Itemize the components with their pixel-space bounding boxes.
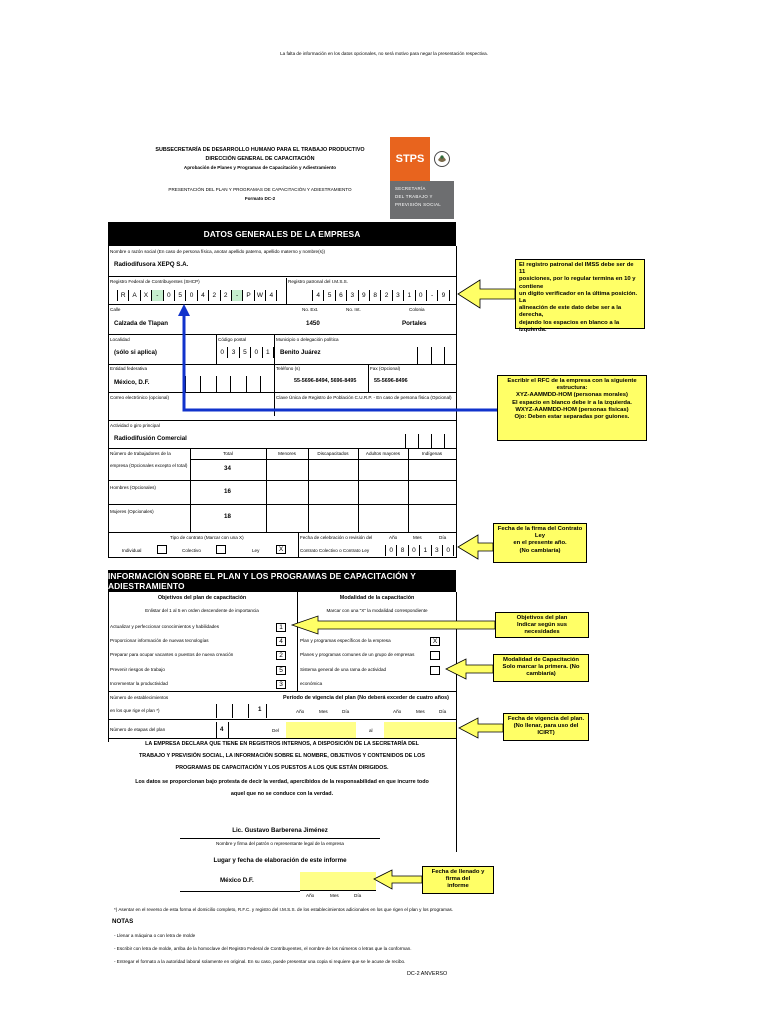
modalidad-label: económica — [300, 681, 323, 686]
stps-logo-text: STPS — [395, 153, 425, 165]
top-note: La falta de información en los datos opcionales, no será motivo para negar la presentación respectiva. — [280, 51, 488, 56]
nombre-value: Radiodifusora XEPQ S.A. — [114, 261, 189, 268]
fecha-llenado-cells[interactable] — [300, 872, 376, 891]
rfc-cell[interactable]: 4 — [198, 290, 209, 301]
col-discapacitados: Discapacitados — [317, 451, 349, 456]
etapas-value: 4 — [220, 726, 224, 733]
colectivo-label: Colectivo — [182, 548, 201, 553]
section2-title: INFORMACIÓN SOBRE EL PLAN Y LOS PROGRAMAS DE CAPACITACIÓN Y ADIESTRAMIENTO — [108, 570, 456, 592]
callout-objetivos: Objetivos del plan Indicar según sus necesidades — [495, 612, 589, 638]
imss-cell[interactable]: 0 — [416, 290, 427, 301]
hombres-label: Hombres (Opcionales) — [110, 485, 156, 490]
asterisco-note: *) Asentar en el reverso de esta forma el domicilio completo, R.F.C. y registro del I.M.S.S. de los establecimientos adicionales en los que rigen el plan y los programas. — [114, 907, 454, 912]
nota-3: - Entregar el formato a la autoridad laboral solamente en original. En su caso, puede presentar una copia si requiere que se le acuse de recibo. — [114, 959, 406, 964]
rfc-cell[interactable]: - — [232, 290, 243, 301]
ley-label: Ley — [252, 548, 260, 553]
imss-cell[interactable]: 3 — [393, 290, 404, 301]
stps-logo — [390, 137, 454, 219]
declaracion-5: aquel que no se conduce con la verdad. — [230, 791, 334, 797]
noext-label: No. Ext. — [302, 307, 319, 312]
notas-title: NOTAS — [112, 918, 134, 925]
mujeres-value: 18 — [224, 513, 231, 520]
periodo-dia1: Día — [342, 709, 350, 714]
etapas-label: Número de etapas del plan — [110, 727, 166, 732]
rfc-cell[interactable]: A — [129, 290, 140, 301]
imss-cell[interactable]: 4 — [313, 290, 324, 301]
fecha-contrato-label2: Contrato Colectivo o Contrato Ley — [300, 548, 370, 553]
col-total: Total — [223, 451, 233, 456]
trabajadores-label1: Número de trabajadores de la — [110, 451, 171, 456]
fecha-cell[interactable]: 3 — [432, 545, 443, 556]
objetivo-rank-input[interactable]: 4 — [276, 637, 286, 646]
imss-cell[interactable]: 5 — [324, 290, 335, 301]
form-id: DC-2 ANVERSO — [407, 971, 448, 977]
imss-cell[interactable]: 9 — [359, 290, 370, 301]
modalidad-label: Planes y programas comunes de un grupo de empresas — [300, 652, 415, 657]
header-line1: SUBSECRETARÍA DE DESARROLLO HUMANO PARA EL TRABAJO PRODUCTIVO — [155, 147, 365, 153]
objetivos-title: Objetivos del plan de capacitación — [157, 595, 247, 601]
imss-cell[interactable]: - — [427, 290, 438, 301]
nota-2: - Escribir con letra de molde, arriba de la homoclave del Registro Federal de Contribuyentes, el nombre de los números o letras que la conforman. — [114, 946, 412, 951]
declaracion-2: TRABAJO Y PREVISIÓN SOCIAL, LA INFORMACIÓN SOBRE EL NOMBRE, OBJETIVOS Y CONTENIDOS DE LOS — [139, 753, 425, 759]
cp-label: Código postal — [218, 337, 247, 342]
header-line2: DIRECCIÓN GENERAL DE CAPACITACIÓN — [205, 156, 315, 162]
fax-value: 55-5696-8496 — [374, 378, 408, 384]
modalidad-checkbox[interactable] — [430, 651, 440, 660]
fecha-cell[interactable]: 0 — [409, 545, 420, 556]
periodo-anio2: Año — [393, 709, 402, 714]
hombres-value: 16 — [224, 488, 231, 495]
llenado-dia: Día — [354, 893, 362, 898]
stps-sub3: PREVISIÓN SOCIAL — [395, 202, 442, 207]
lugar-label: Lugar y fecha de elaboración de este informe — [213, 857, 347, 864]
municipio-label: Municipio o delegación política — [276, 337, 339, 342]
imss-cell[interactable]: 8 — [370, 290, 381, 301]
callout-llenado: Fecha de llenado y firma del informe — [422, 866, 494, 894]
individual-checkbox[interactable] — [157, 545, 167, 554]
establecimientos-value: 1 — [258, 706, 262, 713]
cp-cell[interactable]: 3 — [228, 347, 239, 358]
rfc-cell[interactable]: 4 — [266, 290, 277, 301]
objetivo-rank-input[interactable]: 2 — [276, 651, 286, 660]
firmante-label: Nombre y firma del patrón o representante legal de la empresa — [216, 841, 344, 846]
callout-vigencia: Fecha de vigencia del plan. (No llenar, para uso del ICIRT) — [503, 713, 589, 741]
imss-label: Registro patronal del I.M.S.S. — [288, 279, 349, 284]
colonia-label: Colonia — [409, 307, 425, 312]
periodo-anio1: Año — [296, 709, 305, 714]
modalidad-checkbox[interactable] — [430, 666, 440, 675]
header-line4: PRESENTACIÓN DEL PLAN Y PROGRAMAS DE CAPACITACIÓN Y ADIESTRAMIENTO — [168, 187, 352, 192]
declaracion-3: PROGRAMAS DE CAPACITACIÓN Y LOS PUESTOS A LOS QUE ESTÁN DIRIGIDOS. — [175, 765, 389, 771]
col-indigenas: Indígenas — [421, 451, 443, 456]
rfc-cell[interactable]: P — [243, 290, 254, 301]
arrow-llenado-icon — [374, 870, 422, 889]
rfc-label: Registro Federal de Contribuyentes (SHCP) — [110, 279, 200, 284]
cp-cell[interactable]: 0 — [217, 347, 228, 358]
objetivo-label: Proporcionar información de nuevas tecnologías — [110, 638, 209, 643]
fecha-contrato-label1: Fecha de celebración o revisión del — [300, 535, 373, 540]
callout-imss: El registro patronal del IMSS debe ser de 11 posiciones, por lo regular termina en 10 y contiene un dígito verificador en la última posición. La alineación de este dato debe ser a la derecha, dejando los espacios en blanco a la izquierda. — [515, 259, 645, 329]
stps-sub2: DEL TRABAJO Y — [395, 194, 433, 199]
fecha-cell[interactable]: 1 — [420, 545, 431, 556]
noext-value: 1450 — [306, 320, 320, 327]
periodo-dia2: Día — [439, 709, 447, 714]
entidad-label: Entidad federativa — [110, 366, 148, 371]
arrow-modalidad-icon — [446, 659, 493, 679]
imss-cell[interactable]: 3 — [347, 290, 358, 301]
coat-of-arms-icon — [430, 137, 454, 181]
arrow-imss-icon — [458, 280, 515, 308]
cp-cell[interactable]: 0 — [251, 347, 262, 358]
arrow-objetivos-icon — [292, 616, 495, 634]
total-value: 34 — [224, 465, 231, 472]
modalidad-title: Modalidad de la capacitación — [339, 595, 415, 601]
nombre-label: Nombre o razón social (En caso de persona física, anotar apellido paterno, apellido materno y nombre(s)) — [110, 249, 325, 254]
cp-cell[interactable]: 1 — [263, 347, 274, 358]
calle-value: Calzada de Tlapan — [114, 320, 168, 327]
ley-checkbox[interactable]: X — [276, 545, 286, 554]
calle-label: Calle — [110, 307, 121, 312]
al-label: al — [369, 728, 373, 733]
arrow-contrato-icon — [458, 535, 493, 559]
vigencia-al-cells[interactable] — [384, 722, 456, 738]
colectivo-checkbox[interactable] — [216, 545, 226, 554]
fecha-cell[interactable]: 0 — [386, 545, 397, 556]
rfc-pointer-arrowhead-icon — [178, 304, 190, 316]
objetivo-rank-input[interactable]: 5 — [276, 666, 286, 675]
nota-1: - Llenar a máquina o con letra de molde — [114, 933, 196, 938]
rfc-cell[interactable]: 0 — [164, 290, 175, 301]
firmante-name: Lic. Gustavo Barberena Jiménez — [232, 827, 328, 834]
objetivo-rank-input[interactable]: 3 — [276, 680, 286, 689]
tipo-contrato-label: Tipo de contrato (Marcar con una X) — [170, 535, 244, 540]
objetivo-rank-input[interactable]: 1 — [276, 623, 286, 632]
section1-title: DATOS GENERALES DE LA EMPRESA — [108, 222, 456, 246]
llenado-mes: Mes — [330, 893, 339, 898]
arrow-vigencia-icon — [459, 718, 503, 738]
imss-cell[interactable]: 1 — [404, 290, 415, 301]
establecimientos-label1: Número de establecimientos — [110, 695, 169, 700]
rfc-cell[interactable]: 2 — [221, 290, 232, 301]
del-label: Del — [272, 728, 279, 733]
rfc-cell[interactable]: 0 — [186, 290, 197, 301]
objetivo-label: Prevenir riesgos de trabajo — [110, 667, 165, 672]
lugar-value: México D.F. — [220, 877, 254, 884]
modalidad-label: Plan y programas específicos de la empresa — [300, 638, 391, 643]
rfc-cell[interactable]: - — [152, 290, 163, 301]
imss-cell[interactable]: 6 — [336, 290, 347, 301]
mes-label: Mes — [413, 535, 422, 540]
fecha-cell[interactable]: 8 — [397, 545, 408, 556]
objetivo-label: Incrementar la productividad — [110, 681, 168, 686]
fecha-cell[interactable]: 0 — [443, 545, 454, 556]
dia-label: Día — [439, 535, 447, 540]
modalidad-label: Sistema general de una rama de actividad — [300, 667, 387, 672]
callout-contrato: Fecha de la firma del Contrato Ley en el presente año. (No cambiaría) — [493, 523, 587, 563]
stps-sub1: SECRETARÍA — [395, 186, 426, 191]
cp-cells — [216, 347, 274, 358]
trabajadores-label2: empresa (Opcionales excepto el total) — [110, 463, 188, 468]
objetivo-label: Preparar para ocupar vacantes o puestos de nueva creación — [110, 652, 234, 657]
telefono-value: 55-5696-8494, 5696-8495 — [294, 378, 357, 384]
periodo-mes1: Mes — [319, 709, 328, 714]
actividad-value: Radiodifusión Comercial — [114, 435, 187, 442]
vigencia-del-cells[interactable] — [286, 722, 356, 738]
rfc-cells — [117, 290, 277, 301]
imss-cell[interactable]: 9 — [438, 290, 449, 301]
anio-label: Año — [389, 535, 398, 540]
noint-label: No. Int. — [346, 307, 361, 312]
objetivos-sub: Enlistar del 1 al 5 en orden descendente de importancia — [145, 608, 259, 613]
curp-label: Clave Única de Registro de Población C.U.R.P. - En caso de persona física (Opcional) — [276, 395, 452, 400]
correo-label: Correo electrónico (opcional) — [110, 395, 169, 400]
municipio-value: Benito Juárez — [280, 349, 321, 356]
declaracion-1: LA EMPRESA DECLARA QUE TIENE EN REGISTROS INTERNOS, A DISPOSICIÓN DE LA SECRETARÍA DEL — [145, 741, 419, 747]
header-line5: Formato DC-2 — [244, 196, 276, 201]
cp-cell[interactable]: 5 — [240, 347, 251, 358]
localidad-value: (sólo si aplica) — [114, 349, 157, 356]
colonia-value: Portales — [402, 320, 427, 327]
imss-cells — [312, 290, 450, 301]
fecha-contrato-cells — [385, 545, 454, 556]
localidad-label: Localidad — [110, 337, 130, 342]
periodo-mes2: Mes — [416, 709, 425, 714]
callout-rfc: Escribir el RFC de la empresa con la siguiente estructura: XYZ-AAMMDD-HOM (personas morales) El espacio en blanco debe ir a la izquierda. WXYZ-AAMMDD-HOM (personas físicas) Ojo: Deben estar separadas por guiones. — [497, 375, 647, 441]
actividad-label: Actividad o giro principal — [110, 423, 160, 428]
col-menores: Menores — [278, 451, 296, 456]
rfc-cell[interactable]: 5 — [175, 290, 186, 301]
rfc-cell[interactable]: 2 — [209, 290, 220, 301]
fax-label: Fax (Opcional) — [370, 366, 401, 371]
rfc-cell[interactable]: W — [255, 290, 266, 301]
mujeres-label: Mujeres (Opcionales) — [110, 509, 154, 514]
objetivo-label: Actualizar y perfeccionar conocimientos y habilidades — [110, 624, 220, 629]
rfc-cell[interactable]: R — [118, 290, 129, 301]
periodo-label: Período de vigencia del plan (No deberá exceder de cuatro años) — [283, 695, 449, 701]
modalidad-sub: Marcar con una "X" la modalidad correspondiente — [326, 608, 428, 613]
rfc-cell[interactable]: X — [141, 290, 152, 301]
modalidad-checkbox[interactable]: X — [430, 637, 440, 646]
imss-cell[interactable]: 2 — [381, 290, 392, 301]
col-adultos: Adultos mayores — [365, 451, 401, 456]
llenado-anio: Año — [306, 893, 315, 898]
telefono-label: Teléfono (s) — [276, 366, 300, 371]
individual-label: Individual — [122, 548, 142, 553]
header-line3: Aprobación de Planes y Programas de Capacitación y Adiestramiento — [183, 165, 337, 170]
entidad-value: México, D.F. — [114, 379, 150, 386]
callout-modalidad: Modalidad de Capacitación Solo marcar la primera. (No cambiaría) — [493, 654, 589, 682]
declaracion-4: Los datos se proporcionan bajo protesta de decir la verdad, apercibidos de la responsabilidad en que incurre todo — [135, 779, 429, 785]
establecimientos-label2: en los que rige el plan *) — [110, 708, 160, 713]
